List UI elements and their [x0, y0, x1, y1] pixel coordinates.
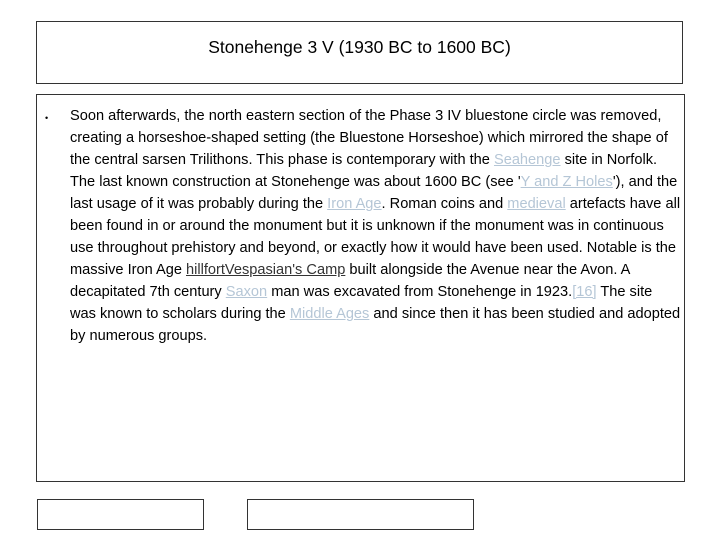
hyperlink[interactable]: hillfortVespasian's Camp: [186, 262, 346, 278]
content-placeholder: [36, 94, 685, 482]
slide-title: Stonehenge 3 V (1930 BC to 1600 BC): [208, 37, 511, 57]
paragraph-text: built alongside the Avenue near the Avon. A decapitated 7th century: [70, 262, 630, 300]
title-placeholder: [36, 21, 683, 84]
body-paragraph: [70, 105, 682, 347]
hyperlink[interactable]: Y and Z Holes: [520, 174, 613, 190]
hyperlink[interactable]: Saxon: [225, 284, 268, 300]
paragraph-text: and since then it has been studied and adopted by numerous groups.: [70, 306, 681, 344]
paragraph-text: Soon afterwards, the north eastern section of the Phase 3 IV bluestone circle was removed, creating a horseshoe-shaped setting (the Bluestone Horseshoe) which mirrored the shape of the central sarsen Trilithons. This phase is contemporary with the: [70, 108, 668, 168]
paragraph-text: site in Norfolk. The last known construction at Stonehenge was about 1600 BC (see ': [70, 152, 658, 190]
hyperlink[interactable]: medieval: [507, 196, 566, 212]
bullet-point: •: [45, 113, 49, 123]
footer-date-box: [37, 499, 204, 530]
paragraph-text: man was excavated from Stonehenge in 1923.: [267, 284, 573, 300]
hyperlink[interactable]: Seahenge: [493, 152, 561, 168]
paragraph-text: The site was known to scholars during the: [70, 284, 653, 322]
paragraph-text: . Roman coins and: [381, 196, 508, 212]
paragraph-text: '), and the last usage of it was probably during the: [70, 174, 678, 212]
hyperlink[interactable]: Iron Age: [327, 196, 382, 212]
hyperlink[interactable]: [16]: [572, 284, 597, 300]
footer-text-box: [247, 499, 474, 530]
hyperlink[interactable]: Middle Ages: [289, 306, 370, 322]
paragraph-text: artefacts have all been found in or around the monument but it is unknown if the monument was in continuous use throughout prehistory and beyond, or exactly how it would have been used. Notable is the massive Iron Age: [70, 196, 681, 278]
